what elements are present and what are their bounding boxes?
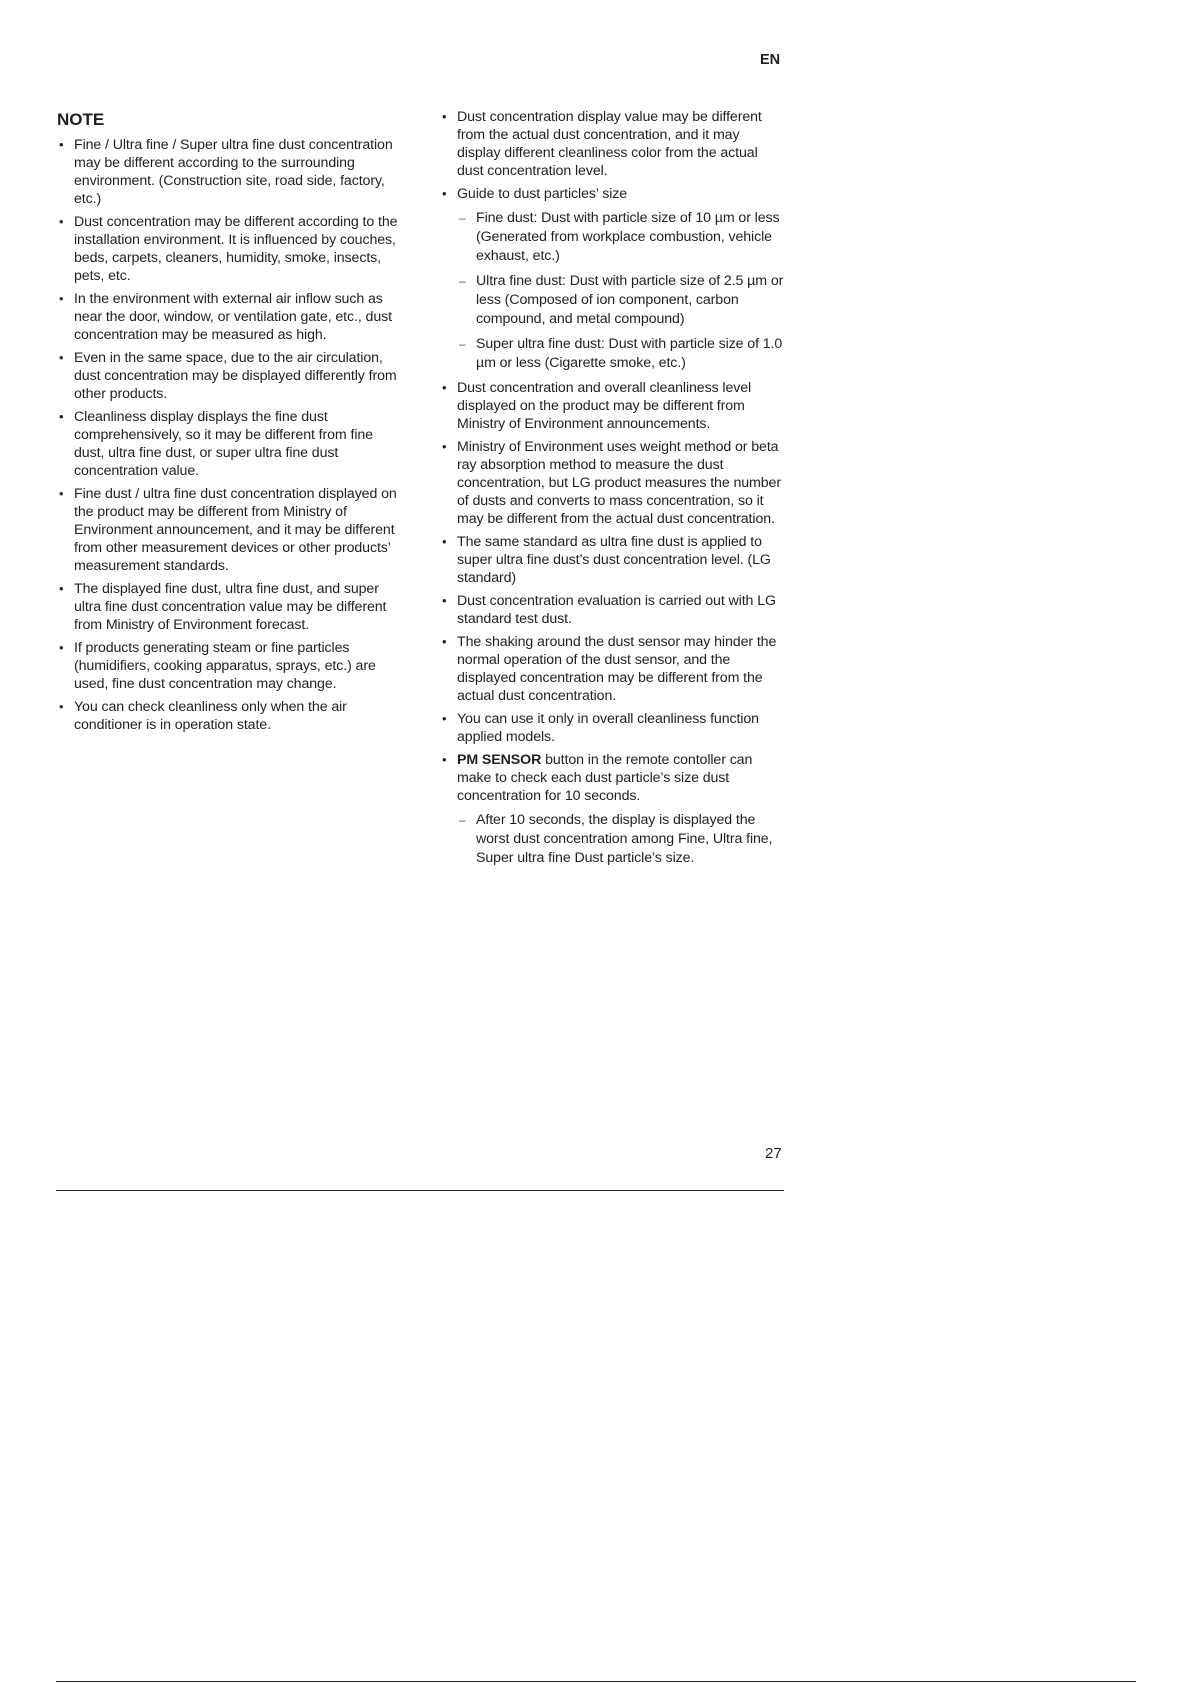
list-item: • Dust concentration and overall cleanliness level displayed on the product may be different from Ministry of Environment announcements. <box>440 379 785 433</box>
bottom-rule <box>56 1681 1136 1682</box>
list-item: • The same standard as ultra fine dust is applied to super ultra fine dust’s dust concentration level. (LG standard) <box>440 533 785 587</box>
list-item-pm-sensor <box>440 751 785 868</box>
left-column <box>57 108 402 739</box>
list-item: • Even in the same space, due to the air circulation, dust concentration may be displayed differently from other products. <box>57 349 402 403</box>
note-list-continued <box>440 108 785 868</box>
language-label: EN <box>760 52 781 68</box>
list-item: • Fine dust / ultra fine dust concentration displayed on the product may be different from Ministry of Environment announcement, and it may be different from other measurement devices or other products’ measurement standards. <box>57 485 402 575</box>
sub-item: – Ultra fine dust: Dust with particle size of 2.5 µm or less (Composed of ion component, carbon compound, and metal compound) <box>457 272 785 329</box>
list-item: • The displayed fine dust, ultra fine dust, and super ultra fine dust concentration value may be different from Ministry of Environment forecast. <box>57 580 402 634</box>
list-item: • Ministry of Environment uses weight method or beta ray absorption method to measure the dust concentration, but LG product measures the number of dusts and converts to mass concentration, so it may be different from the actual dust concentration. <box>440 438 785 528</box>
list-item: • Dust concentration may be different according to the installation environment. It is influenced by couches, beds, carpets, cleaners, humidity, smoke, insects, pets, etc. <box>57 213 402 285</box>
list-item: • Dust concentration evaluation is carried out with LG standard test dust. <box>440 592 785 628</box>
list-item: • You can use it only in overall cleanliness function applied models. <box>440 710 785 746</box>
list-item: • If products generating steam or fine particles (humidifiers, cooking apparatus, sprays, etc.) are used, fine dust concentration may change. <box>57 639 402 693</box>
list-item: • Dust concentration display value may be different from the actual dust concentration, and it may display different cleanliness color from the actual dust concentration level. <box>440 108 785 180</box>
list-item: • Cleanliness display displays the fine dust comprehensively, so it may be different from fine dust, ultra fine dust, or super ultra fine dust concentration value. <box>57 408 402 480</box>
list-item: • Fine / Ultra fine / Super ultra fine dust concentration may be different according to the surrounding environment. (Construction site, road side, factory, etc.) <box>57 136 402 208</box>
page-divider <box>56 1190 784 1191</box>
page-number: 27 <box>765 1145 782 1162</box>
sub-item: – After 10 seconds, the display is displayed the worst dust concentration among Fine, Ultra fine, Super ultra fine Dust particle’s size. <box>457 811 785 868</box>
list-item: • In the environment with external air inflow such as near the door, window, or ventilation gate, etc., dust concentration may be measured as high. <box>57 290 402 344</box>
pm-sensor-sub-list <box>457 811 785 868</box>
list-item: • You can check cleanliness only when the air conditioner is in operation state. <box>57 698 402 734</box>
list-item: • The shaking around the dust sensor may hinder the normal operation of the dust sensor, and the displayed concentration may be different from the actual dust concentration. <box>440 633 785 705</box>
sub-item: – Fine dust: Dust with particle size of 10 µm or less (Generated from workplace combustion, vehicle exhaust, etc.) <box>457 209 785 266</box>
particle-guide-text: Guide to dust particles’ size <box>457 186 628 202</box>
note-list <box>57 136 402 734</box>
particle-size-list <box>457 209 785 373</box>
pm-sensor-text: button in the remote contoller can make to check each dust particle’s size dust concentration for 10 seconds. <box>457 752 753 804</box>
right-column <box>440 108 785 874</box>
note-heading: NOTE <box>57 110 105 129</box>
pm-sensor-button-label: PM SENSOR <box>457 752 542 768</box>
list-item-particle-guide <box>440 185 785 373</box>
sub-item: – Super ultra fine dust: Dust with particle size of 1.0 µm or less (Cigarette smoke, etc.) <box>457 335 785 373</box>
